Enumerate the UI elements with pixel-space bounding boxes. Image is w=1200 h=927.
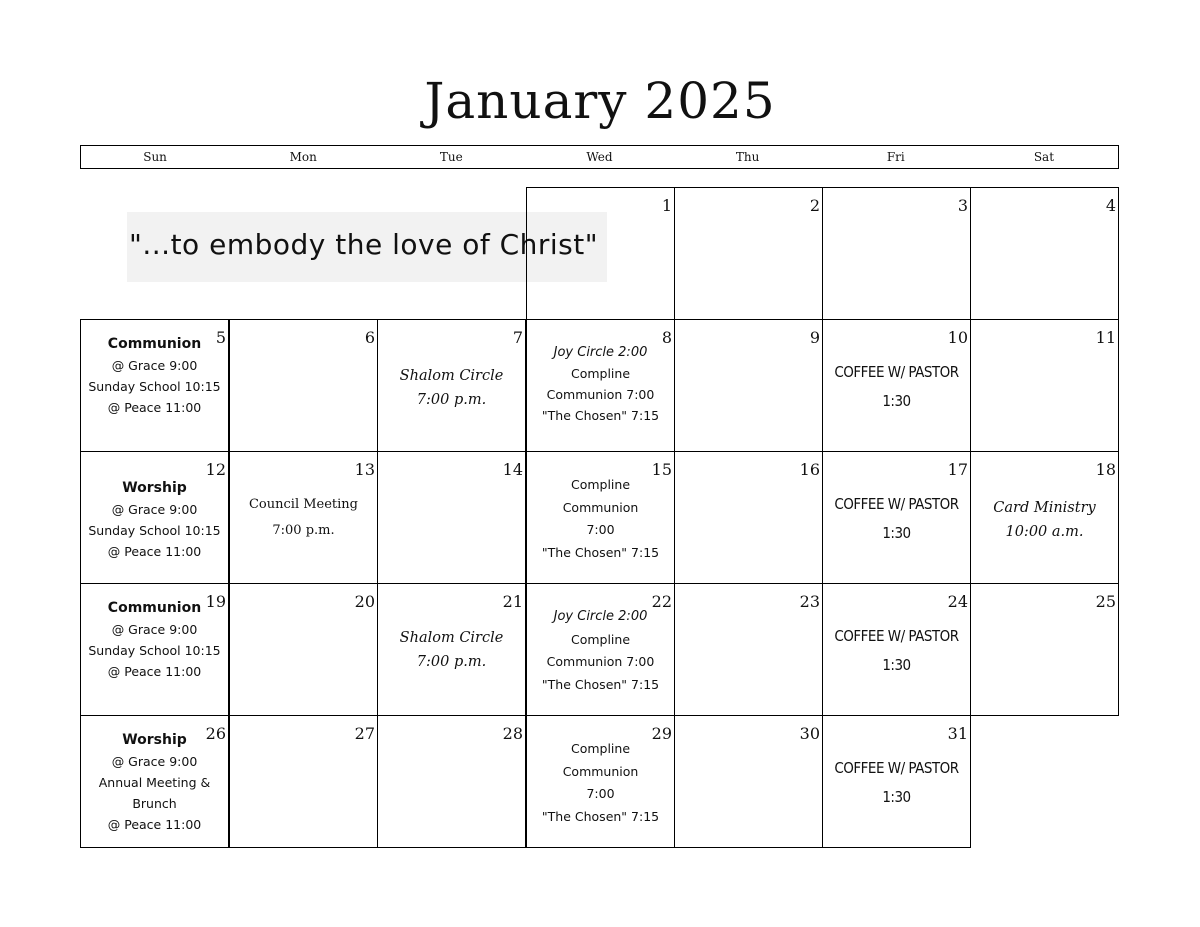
day-number: 22 bbox=[651, 592, 672, 611]
day-cell-14[interactable] bbox=[377, 451, 526, 584]
day-cell-3[interactable] bbox=[822, 187, 971, 320]
day-number: 21 bbox=[502, 592, 523, 611]
day-cell-21[interactable] bbox=[377, 583, 526, 716]
day-events bbox=[823, 754, 970, 812]
day-cell-30[interactable] bbox=[674, 715, 823, 848]
day-cell-28[interactable] bbox=[377, 715, 526, 848]
day-number: 25 bbox=[1095, 592, 1116, 611]
day-number: 30 bbox=[799, 724, 820, 743]
event-line: "The Chosen" 7:15 bbox=[541, 408, 660, 423]
day-number: 19 bbox=[205, 592, 226, 611]
day-number: 13 bbox=[354, 460, 375, 479]
event-line: @ Peace 11:00 bbox=[107, 544, 202, 559]
event-line: @ Grace 9:00 bbox=[111, 502, 198, 517]
day-number: 17 bbox=[947, 460, 968, 479]
day-events bbox=[378, 626, 525, 674]
motto-text: "...to embody the love of Christ" bbox=[129, 228, 599, 261]
day-number: 7 bbox=[512, 328, 523, 347]
event-line: Joy Circle 2:00 bbox=[553, 609, 648, 624]
event-line: COFFEE W/ PASTOR bbox=[834, 759, 959, 777]
event-line: 1:30 bbox=[882, 788, 911, 806]
event-line: @ Grace 9:00 bbox=[111, 622, 198, 637]
day-number: 5 bbox=[215, 328, 226, 347]
day-cell-24[interactable] bbox=[822, 583, 971, 716]
event-line: 7:00 p.m. bbox=[272, 523, 335, 538]
event-line: Shalom Circle bbox=[399, 368, 504, 384]
day-cell-25[interactable] bbox=[970, 583, 1119, 716]
day-cell-17[interactable] bbox=[822, 451, 971, 584]
day-events bbox=[527, 474, 674, 564]
event-line: Compline bbox=[570, 477, 631, 492]
event-line: Worship bbox=[122, 480, 187, 496]
day-number: 28 bbox=[502, 724, 523, 743]
event-line: COFFEE W/ PASTOR bbox=[834, 363, 959, 381]
day-number: 8 bbox=[661, 328, 672, 347]
day-events bbox=[378, 364, 525, 412]
event-line: "The Chosen" 7:15 bbox=[541, 544, 660, 560]
day-number: 1 bbox=[661, 196, 672, 215]
day-events bbox=[81, 334, 228, 418]
weekday-fri: Fri bbox=[886, 150, 905, 164]
day-events bbox=[81, 478, 228, 562]
day-number: 23 bbox=[799, 592, 820, 611]
day-cell-9[interactable] bbox=[674, 319, 823, 452]
day-number: 10 bbox=[947, 328, 968, 347]
day-cell-4[interactable] bbox=[970, 187, 1119, 320]
event-line: 1:30 bbox=[882, 392, 911, 410]
day-cell-19[interactable] bbox=[80, 583, 229, 716]
day-cell-23[interactable] bbox=[674, 583, 823, 716]
event-line: @ Grace 9:00 bbox=[111, 754, 198, 769]
day-number: 4 bbox=[1105, 196, 1116, 215]
day-cell-10[interactable] bbox=[822, 319, 971, 452]
day-number: 31 bbox=[947, 724, 968, 743]
day-number: 9 bbox=[809, 328, 820, 347]
weekday-wed: Wed bbox=[586, 150, 613, 164]
event-line: Council Meeting bbox=[248, 497, 359, 512]
day-number: 18 bbox=[1095, 460, 1116, 479]
day-cell-15[interactable] bbox=[526, 451, 675, 584]
calendar-title: January 2025 bbox=[424, 72, 776, 130]
event-line: @ Peace 11:00 bbox=[107, 817, 202, 832]
event-line: @ Peace 11:00 bbox=[107, 664, 202, 679]
event-line: Brunch bbox=[132, 796, 177, 811]
day-cell-8[interactable] bbox=[526, 319, 675, 452]
weekday-sun: Sun bbox=[143, 150, 167, 164]
day-number: 2 bbox=[809, 196, 820, 215]
event-line: "The Chosen" 7:15 bbox=[541, 808, 660, 824]
event-line: Sunday School 10:15 bbox=[88, 523, 221, 538]
day-cell-31[interactable] bbox=[822, 715, 971, 848]
event-line: Shalom Circle bbox=[399, 630, 504, 646]
day-cell-22[interactable] bbox=[526, 583, 675, 716]
weekday-sat: Sat bbox=[1033, 150, 1055, 164]
event-line: Annual Meeting & bbox=[98, 775, 211, 790]
event-line: Communion bbox=[107, 600, 202, 616]
day-cell-5[interactable] bbox=[80, 319, 229, 452]
event-line: Card Ministry bbox=[993, 500, 1096, 516]
day-cell-29[interactable] bbox=[526, 715, 675, 848]
day-events bbox=[230, 492, 377, 544]
day-number: 14 bbox=[502, 460, 523, 479]
day-number: 15 bbox=[651, 460, 672, 479]
event-line: Joy Circle 2:00 bbox=[553, 345, 648, 360]
event-line: Communion bbox=[107, 336, 202, 352]
event-line: 1:30 bbox=[882, 524, 911, 542]
event-line: Communion bbox=[562, 763, 639, 779]
event-line: Communion 7:00 bbox=[546, 654, 655, 669]
day-number: 27 bbox=[354, 724, 375, 743]
event-line: 10:00 a.m. bbox=[1005, 524, 1084, 540]
day-number: 26 bbox=[205, 724, 226, 743]
event-line: 7:00 p.m. bbox=[416, 392, 487, 408]
day-events bbox=[527, 606, 674, 696]
day-number: 29 bbox=[651, 724, 672, 743]
event-line: "The Chosen" 7:15 bbox=[541, 676, 660, 692]
weekday-thu: Thu bbox=[735, 150, 760, 164]
day-cell-11[interactable] bbox=[970, 319, 1119, 452]
event-line: Communion bbox=[562, 499, 639, 515]
day-events bbox=[823, 622, 970, 680]
event-line: 1:30 bbox=[882, 656, 911, 674]
weekday-header bbox=[80, 145, 1119, 169]
day-cell-16[interactable] bbox=[674, 451, 823, 584]
weekday-tue: Tue bbox=[439, 150, 463, 164]
day-cell-2[interactable] bbox=[674, 187, 823, 320]
event-line: Compline bbox=[570, 366, 631, 381]
event-line: Sunday School 10:15 bbox=[88, 643, 221, 658]
day-number: 6 bbox=[364, 328, 375, 347]
event-line: @ Peace 11:00 bbox=[107, 400, 202, 415]
day-number: 11 bbox=[1095, 328, 1116, 347]
day-number: 3 bbox=[957, 196, 968, 215]
day-number: 24 bbox=[947, 592, 968, 611]
event-line: 7:00 bbox=[586, 522, 615, 537]
event-line: @ Grace 9:00 bbox=[111, 358, 198, 373]
day-cell-27[interactable] bbox=[229, 715, 378, 848]
day-number: 16 bbox=[799, 460, 820, 479]
day-events bbox=[823, 358, 970, 416]
day-number: 12 bbox=[205, 460, 226, 479]
day-cell-6[interactable] bbox=[229, 319, 378, 452]
day-events bbox=[81, 730, 228, 835]
event-line: 7:00 p.m. bbox=[416, 654, 487, 670]
day-events bbox=[823, 490, 970, 548]
day-cell-18[interactable] bbox=[970, 451, 1119, 584]
day-cell-26[interactable] bbox=[80, 715, 229, 848]
day-cell-12[interactable] bbox=[80, 451, 229, 584]
event-line: Compline bbox=[570, 741, 631, 756]
day-events bbox=[527, 738, 674, 828]
day-events bbox=[971, 496, 1118, 544]
event-line: 7:00 bbox=[586, 786, 615, 801]
event-line: Compline bbox=[570, 631, 631, 647]
day-events bbox=[81, 598, 228, 682]
day-cell-20[interactable] bbox=[229, 583, 378, 716]
weekday-mon: Mon bbox=[289, 150, 317, 164]
event-line: Sunday School 10:15 bbox=[88, 379, 221, 394]
event-line: Communion 7:00 bbox=[546, 387, 655, 402]
event-line: COFFEE W/ PASTOR bbox=[834, 627, 959, 645]
day-events bbox=[527, 342, 674, 426]
day-cell-1[interactable] bbox=[526, 187, 675, 320]
day-number: 20 bbox=[354, 592, 375, 611]
day-cell-13[interactable] bbox=[229, 451, 378, 584]
day-cell-7[interactable] bbox=[377, 319, 526, 452]
event-line: Worship bbox=[122, 732, 187, 748]
event-line: COFFEE W/ PASTOR bbox=[834, 495, 959, 513]
